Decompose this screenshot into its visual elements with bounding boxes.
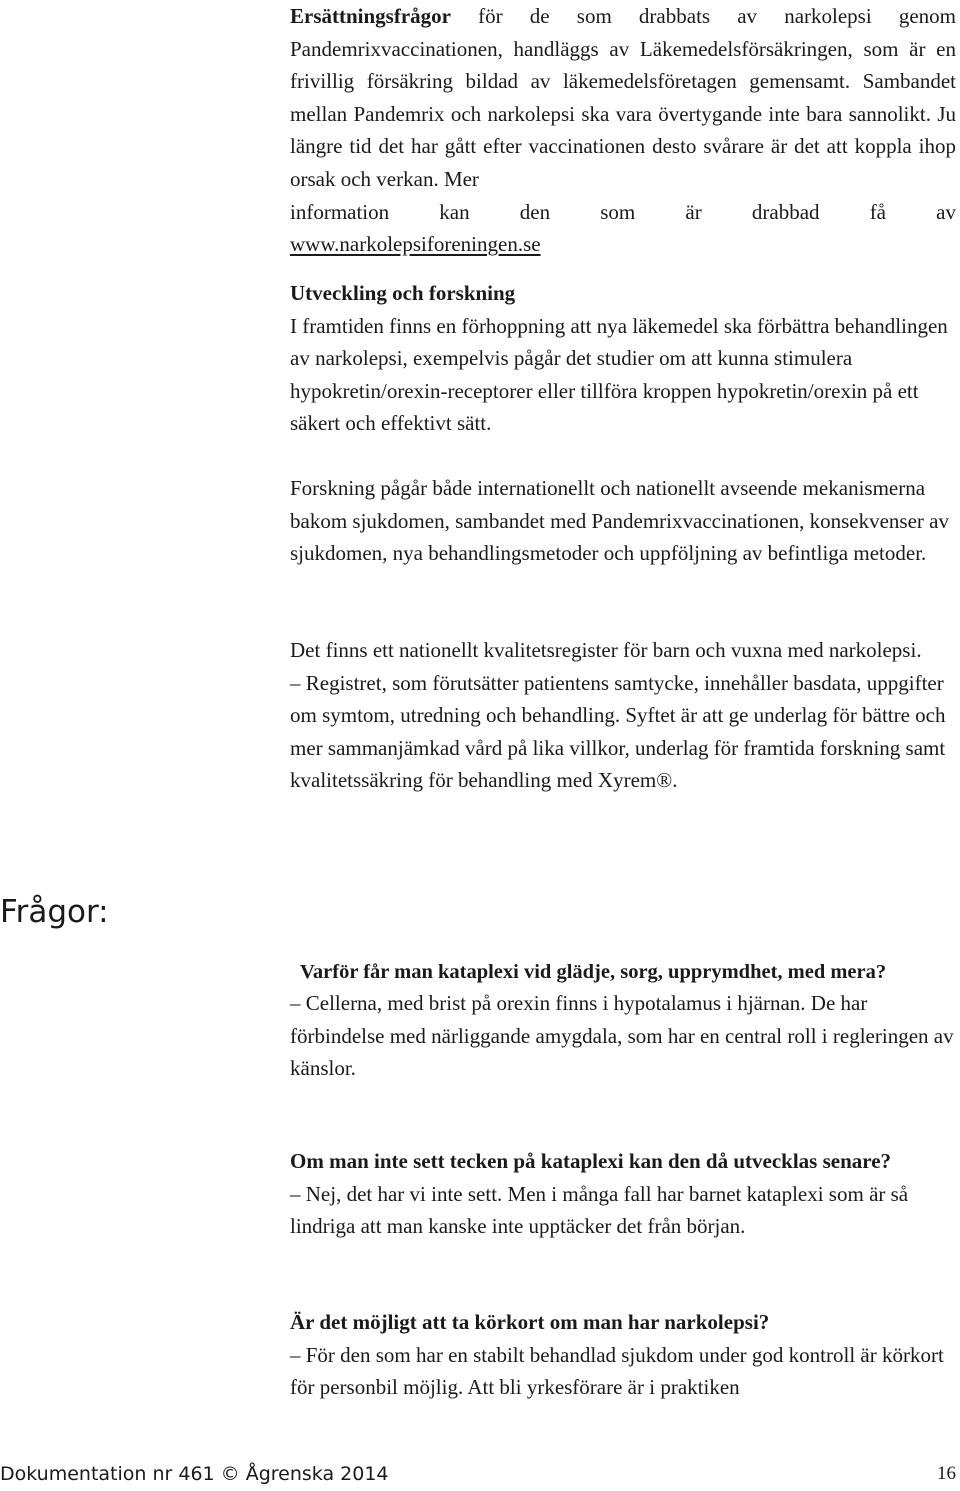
kvalitetsregister-intro: Det finns ett nationellt kvalitetsregister för barn och vuxna med narkolepsi. (290, 638, 922, 662)
section-ersattning (290, 0, 956, 261)
question-3-answer: – För den som har en stabilt behandlad sjukdom under god kontroll är körkort för personbil möjlig. Att bli yrkesförare är i praktiken (290, 1342, 944, 1400)
question-1-text: Varför får man kataplexi vid glädje, sorg, upprymdhet, med mera? (300, 961, 887, 983)
question-3 (290, 1306, 956, 1404)
question-2 (290, 1145, 956, 1243)
narkolepsiforeningen-link[interactable]: www.narkolepsiforeningen.se (290, 232, 541, 257)
page-footer (0, 1460, 956, 1488)
ersattning-paragraph (290, 0, 956, 196)
forskning-paragraph-2: Forskning pågår både internationellt och nationellt avseende mekanismerna bakom sjukdomen, sambandet med Pandemrixvaccinationen, konsekvenser av sjukdomen, nya behandlingsmetoder och uppföljning av befintliga metoder. (290, 476, 949, 566)
ersattning-lead: Ersättningsfrågor (290, 4, 451, 28)
page-number: 16 (937, 1463, 956, 1484)
footer-documentation: Dokumentation nr 461 © Ågrenska 2014 (0, 1463, 389, 1485)
question-2-text: Om man inte sett tecken på kataplexi kan den då utvecklas senare? (290, 1149, 892, 1173)
forskning-heading: Utveckling och forskning (290, 281, 516, 305)
question-1 (290, 958, 956, 1085)
forskning-paragraph-1: I framtiden finns en förhoppning att nya läkemedel ska förbättra behandlingen av narkolepsi, exempelvis pågår det studier om att kunna stimulera hypokretin/orexin-receptorer eller tillföra kroppen hypokretin/orexin på ett säkert och effektivt sätt. (290, 313, 948, 436)
question-3-text: Är det möjligt att ta körkort om man har narkolepsi? (290, 1310, 770, 1334)
question-2-answer: – Nej, det har vi inte sett. Men i många fall har barnet kataplexi som är så lindriga att man kanske inte upptäcker det från början. (290, 1181, 909, 1239)
ersattning-info-line: information kan den som är drabbad få av (290, 199, 956, 224)
section-forskning (290, 277, 956, 440)
ersattning-body: för de som drabbats av narkolepsi genom Pandemrixvaccinationen, handläggs av Läkemedelsförsäkringen, som är en frivillig försäkring bildad av läkemedelsföretagen gemensamt. Sambandet mellan Pandemrix och narkolepsi ska vara övertygande inte bara sannolikt. Ju längre tid det har gått efter vaccinationen desto svårare är det att koppla ihop orsak och verkan. Mer (290, 4, 956, 191)
forskning-paragraph-2-block (290, 472, 956, 570)
fragor-heading: Frågor: (0, 894, 109, 930)
kvalitetsregister-block (290, 634, 956, 797)
kvalitetsregister-detail: – Registret, som förutsätter patientens samtycke, innehåller basdata, uppgifter om symtom, utredning och behandling. Syftet är att ge underlag för bättre och mer sammanjämkad vård på lika villkor, underlag för framtida forskning samt kvalitetssäkring för behandling med Xyrem®. (290, 670, 946, 793)
question-1-answer: – Cellerna, med brist på orexin finns i hypotalamus i hjärnan. De har förbindelse med närliggande amygdala, som har en central roll i regleringen av känslor. (290, 991, 954, 1081)
